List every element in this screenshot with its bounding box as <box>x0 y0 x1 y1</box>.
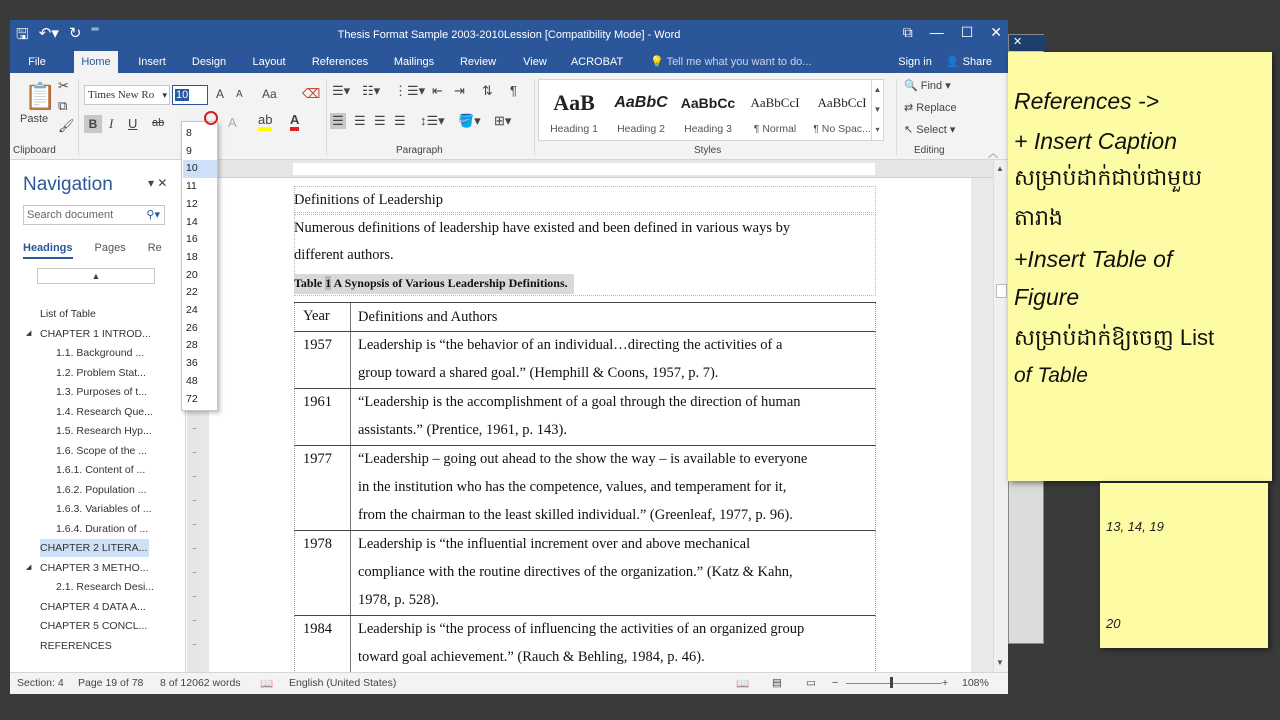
customize-icon[interactable]: ═ <box>91 24 99 35</box>
style-heading-2[interactable] <box>608 91 674 139</box>
justify-icon[interactable]: ☰ <box>394 113 406 128</box>
search-placeholder: Search document <box>27 209 114 221</box>
grow-font-icon[interactable]: A <box>216 87 225 101</box>
definition-line: “Leadership – going out ahead to the show the way – is available to everyone <box>358 451 808 467</box>
sort-icon[interactable]: ⇅ <box>482 83 493 98</box>
window-title: Thesis Format Sample 2003-2010Lession [Compatibility Mode] - Word <box>337 29 681 41</box>
column-divider <box>350 303 351 331</box>
header-definition: Definitions and Authors <box>358 309 498 325</box>
definition-line: from the chairman to the least skilled individual.” (Greenleaf, 1977, p. 96). <box>358 507 793 523</box>
scroll-up-icon[interactable]: ▲ <box>996 164 1004 173</box>
nav-heading-label: List of Table <box>40 308 96 320</box>
group-divider <box>78 79 79 155</box>
ruler-tick <box>193 572 196 573</box>
table-row <box>294 616 876 672</box>
style-preview: AaBbCcI <box>817 95 867 110</box>
definition-line: compliance with the routine directives of the organization.” (Katz & Kahn, <box>358 564 793 580</box>
style-normal[interactable] <box>742 91 808 139</box>
font-name-value: Times New Ro <box>88 89 155 101</box>
tab-mailings[interactable]: Mailings <box>393 56 435 68</box>
lightbulb-icon: 💡 <box>650 56 667 68</box>
pilcrow-icon[interactable]: ¶ <box>510 83 517 98</box>
nav-heading-item[interactable] <box>40 617 147 635</box>
zoom-in-icon[interactable]: + <box>942 677 949 689</box>
replace-icon: ⇄ <box>904 102 917 114</box>
font-size-option[interactable]: 24 <box>186 304 198 316</box>
table-header-row <box>294 303 876 332</box>
heading-definitions: Definitions of Leadership <box>294 192 443 208</box>
nav-heading-label: 1.6.2. Population ... <box>56 483 147 496</box>
tab-acrobat[interactable]: ACROBAT <box>570 56 624 68</box>
nav-heading-label: CHAPTER 2 LITERA... <box>40 542 148 554</box>
nav-heading-label: 2.1. Research Desi... <box>56 581 155 593</box>
nav-heading-item[interactable] <box>40 598 146 616</box>
title-bar <box>10 20 1008 51</box>
nav-heading-label: 1.1. Background ... <box>56 347 145 359</box>
navigation-title: Navigation <box>23 174 113 195</box>
horizontal-ruler[interactable] <box>193 160 993 178</box>
line-spacing-icon[interactable]: ↕☰▾ <box>420 113 445 128</box>
zoom-out-icon[interactable]: − <box>832 677 839 689</box>
zoom-level[interactable]: 108% <box>962 677 989 689</box>
chevron-down-icon[interactable]: ▾ <box>162 90 167 100</box>
cut-icon[interactable]: ✂ <box>58 78 69 93</box>
note-line: សម្រាប់ដាក់ឱ្យចេញ List <box>1014 325 1215 350</box>
tab-view[interactable]: View <box>523 56 547 68</box>
section-indicator[interactable]: Section: 4 <box>17 677 64 689</box>
ruler-tick <box>193 620 196 621</box>
row-year: 1957 <box>303 337 332 353</box>
tab-file[interactable]: File <box>28 56 46 68</box>
nav-heading-item[interactable] <box>26 325 151 343</box>
tab-home[interactable]: Home <box>74 51 118 73</box>
row-year: 1984 <box>303 621 332 637</box>
ruler-tick <box>193 548 196 549</box>
tab-review[interactable]: Review <box>459 56 497 68</box>
share-button[interactable] <box>946 51 992 73</box>
print-layout-icon[interactable]: ▤ <box>772 677 782 689</box>
nav-heading-label: 1.6. Scope of the ... <box>56 444 148 457</box>
save-icon[interactable]: 🖫 <box>16 26 29 43</box>
replace-button[interactable] <box>904 101 957 114</box>
nav-heading-item[interactable] <box>56 344 144 362</box>
ruler-tick <box>193 500 196 501</box>
align-left-icon[interactable]: ☰ <box>332 113 344 128</box>
font-size-option[interactable]: 36 <box>186 357 198 370</box>
font-size-option[interactable]: 16 <box>186 233 198 246</box>
nav-heading-item[interactable] <box>56 578 154 596</box>
paste-icon[interactable]: 📋 <box>24 81 57 111</box>
style-preview: AaBbCc <box>680 95 736 111</box>
nav-heading-label: 1.6.1. Content of ... <box>56 464 146 476</box>
font-size-option[interactable]: 72 <box>186 392 198 405</box>
search-icon: 🔍 <box>904 80 921 92</box>
document-area <box>187 178 993 672</box>
chevron-down-icon[interactable]: ▾ <box>148 176 155 190</box>
shrink-font-icon[interactable]: A <box>236 89 243 100</box>
style-heading-3[interactable] <box>675 91 741 139</box>
row-definition <box>358 388 801 444</box>
person-icon: 👤 <box>945 56 963 68</box>
row-year: 1961 <box>303 394 332 410</box>
nav-heading-item[interactable] <box>56 383 147 401</box>
replace-label: Replace <box>916 102 957 114</box>
paragraph-line: Numerous definitions of leadership have existed and been defined in various ways by <box>294 220 791 236</box>
row-definition <box>358 445 807 529</box>
nav-heading-item[interactable] <box>56 461 145 479</box>
style-name: Heading 1 <box>550 123 598 135</box>
row-definition <box>358 615 804 671</box>
search-icon[interactable]: ⚲▾ <box>146 209 160 221</box>
paste-label[interactable]: Paste <box>20 113 49 125</box>
change-case-icon[interactable]: Aa <box>262 87 277 101</box>
font-size-option[interactable]: 11 <box>186 180 197 193</box>
font-color-icon[interactable]: A <box>290 113 299 131</box>
caption-number: 1 <box>325 276 332 290</box>
paragraph-group-label: Paragraph <box>396 145 443 156</box>
column-divider <box>350 446 351 530</box>
table-row <box>294 446 876 531</box>
minimize-icon[interactable]: — <box>929 24 944 40</box>
sign-in-link[interactable]: Sign in <box>898 56 932 68</box>
font-size-value: 10 <box>176 89 189 101</box>
font-size-option[interactable]: 28 <box>186 339 198 352</box>
close-icon[interactable]: ✕ <box>1009 35 1045 51</box>
zoom-slider-thumb[interactable] <box>890 677 893 688</box>
copy-icon[interactable]: ⧉ <box>58 98 68 113</box>
table-row <box>294 531 876 616</box>
navigation-pane-controls <box>148 176 167 190</box>
tell-me-text: Tell me what you want to do... <box>666 56 812 68</box>
cursor-icon: ↖ <box>904 124 917 136</box>
tab-references[interactable]: References <box>311 56 369 68</box>
undo-icon[interactable]: ↶▾ <box>38 25 59 42</box>
nav-heading-item[interactable] <box>56 422 152 440</box>
word-count[interactable]: 8 of 12062 words <box>160 677 241 689</box>
style-preview: AaB <box>553 91 595 115</box>
read-mode-icon[interactable]: 📖 <box>736 678 750 690</box>
find-button[interactable]: 🔍 Find ▾ <box>904 80 951 92</box>
style-no-spacing[interactable] <box>809 91 875 139</box>
underline-button[interactable]: U <box>128 116 138 131</box>
nav-heading-item[interactable] <box>56 481 146 499</box>
nav-heading-item[interactable] <box>56 403 153 421</box>
table-caption <box>294 274 876 292</box>
nav-heading-item[interactable] <box>56 500 152 518</box>
leadership-table <box>294 302 876 665</box>
tab-results[interactable]: Re <box>147 242 162 254</box>
word-window <box>10 20 1008 694</box>
find-label: Find <box>920 80 943 92</box>
caption-prefix: Table <box>294 276 326 290</box>
maximize-icon[interactable]: ☐ <box>960 24 974 40</box>
font-size-option[interactable]: 10 <box>183 160 217 178</box>
expand-arrow-icon[interactable]: ◢ <box>26 563 32 571</box>
ruler-tick <box>193 596 196 597</box>
nav-heading-item[interactable] <box>56 520 148 538</box>
ruler-tick <box>193 524 196 525</box>
definition-line: assistants.” (Prentice, 1961, p. 143). <box>358 422 568 438</box>
font-size-option[interactable]: 12 <box>186 197 198 210</box>
font-size-option[interactable]: 18 <box>186 250 198 263</box>
nav-heading-label: CHAPTER 1 INTROD... <box>40 327 151 340</box>
format-painter-icon[interactable]: 🖌 <box>58 118 75 133</box>
definition-line: “Leadership is the accomplishment of a goal through the direction of human <box>358 394 801 410</box>
nav-heading-label: 1.3. Purposes of t... <box>56 386 148 398</box>
style-name: ¶ Normal <box>753 123 797 135</box>
mouse-cursor-highlight <box>204 111 218 125</box>
italic-button[interactable]: I <box>109 116 114 131</box>
definition-line: group toward a shared goal.” (Hemphill & Coons, 1957, p. 7). <box>358 365 719 381</box>
row-year: 1978 <box>303 536 332 552</box>
nav-heading-item[interactable] <box>26 559 149 577</box>
table-row <box>294 389 876 446</box>
status-bar <box>10 672 1008 694</box>
tab-design[interactable]: Design <box>191 56 227 68</box>
web-layout-icon[interactable]: ▭ <box>806 677 816 689</box>
close-icon[interactable]: ✕ <box>157 176 168 190</box>
search-document-input[interactable] <box>23 205 165 225</box>
editing-group-label: Editing <box>914 145 945 156</box>
tab-headings[interactable]: Headings <box>23 242 73 259</box>
sticky-note-main <box>1008 52 1272 481</box>
paragraph-line: different authors. <box>294 247 394 263</box>
definition-line: in the institution who has the competence, values, and temperament for it, <box>358 479 787 495</box>
multilevel-list-icon[interactable]: ⋮☰▾ <box>394 83 426 98</box>
scroll-thumb[interactable] <box>996 284 1007 298</box>
font-size-option[interactable]: 22 <box>186 286 198 299</box>
clipboard-group-label: Clipboard <box>13 145 56 156</box>
note-line: 20 <box>1106 616 1121 631</box>
sticky-note-small <box>1100 483 1268 648</box>
ribbon-tabs <box>10 51 1008 73</box>
vertical-scrollbar[interactable] <box>993 160 1008 672</box>
collapse-ribbon-icon[interactable]: ︿ <box>988 149 998 160</box>
scroll-down-icon[interactable]: ▼ <box>996 658 1004 667</box>
style-name: ¶ No Spac... <box>813 123 871 135</box>
nav-heading-label: CHAPTER 3 METHO... <box>40 561 149 574</box>
tab-pages[interactable]: Pages <box>94 242 126 254</box>
zoom-slider[interactable] <box>846 683 942 684</box>
group-divider <box>326 79 327 155</box>
nav-heading-label: 1.6.3. Variables of ... <box>56 503 152 515</box>
note-line: +Insert Table of <box>1014 246 1173 272</box>
navigation-tabs <box>23 242 162 259</box>
bullets-icon[interactable]: ☰▾ <box>332 83 351 98</box>
table-row <box>294 332 876 389</box>
header-year: Year <box>303 308 330 324</box>
font-size-option[interactable]: 48 <box>186 374 198 387</box>
font-size-dropdown <box>181 121 218 411</box>
font-size-option[interactable]: 20 <box>186 268 198 281</box>
font-size-option[interactable]: 14 <box>186 215 198 228</box>
column-divider <box>350 389 351 445</box>
group-divider <box>534 79 535 155</box>
ruler-tick <box>193 644 196 645</box>
definition-line: 1978, p. 528). <box>358 592 439 608</box>
note-line: References -> <box>1014 88 1160 114</box>
select-button[interactable]: ↖ Select ▾ <box>904 124 956 136</box>
column-divider <box>350 332 351 388</box>
definition-line: toward goal achievement.” (Rauch & Behling, 1984, p. 46). <box>358 649 705 665</box>
note-line: សម្រាប់ដាក់ជាប់ជាមួយ <box>1014 165 1203 190</box>
ribbon <box>10 73 1008 160</box>
text-effects-icon[interactable]: A <box>228 115 237 130</box>
style-name: Heading 3 <box>684 123 732 135</box>
select-label: Select <box>916 124 947 136</box>
nav-heading-item[interactable] <box>40 637 112 655</box>
tab-insert[interactable]: Insert <box>138 56 166 68</box>
row-definition <box>358 530 793 614</box>
increase-indent-icon[interactable]: ⇥ <box>454 83 465 98</box>
bold-button[interactable]: B <box>84 115 102 133</box>
strikethrough-button[interactable]: ab <box>152 117 165 129</box>
nav-heading-label: CHAPTER 5 CONCL... <box>40 620 148 632</box>
definition-line: Leadership is “the influential increment over and above mechanical <box>358 536 751 552</box>
share-label: Share <box>962 56 992 68</box>
window-controls <box>903 24 1002 41</box>
page-indicator[interactable]: Page 19 of 78 <box>78 677 144 689</box>
column-divider <box>350 616 351 672</box>
nav-heading-item[interactable] <box>40 305 96 323</box>
note-line: of Table <box>1014 364 1088 387</box>
expand-arrow-icon[interactable]: ◢ <box>26 329 32 337</box>
nav-heading-label: 1.5. Research Hyp... <box>56 425 152 437</box>
nav-heading-item[interactable] <box>40 539 149 557</box>
column-divider <box>350 531 351 615</box>
style-preview: AaBbCcI <box>750 95 800 110</box>
close-icon[interactable]: ✕ <box>990 24 1002 40</box>
font-size-option[interactable]: 26 <box>186 321 198 334</box>
nav-heading-label: 1.2. Problem Stat... <box>56 366 146 379</box>
caption-text: A Synopsis of Various Leadership Definitions. <box>331 276 568 290</box>
highlight-icon[interactable]: ab <box>258 113 272 131</box>
nav-heading-label: REFERENCES <box>40 639 112 652</box>
font-size-option[interactable]: 9 <box>186 144 192 157</box>
navigation-pane <box>10 160 186 672</box>
style-heading-1[interactable] <box>541 91 607 139</box>
style-preview: AaBbC <box>614 94 668 111</box>
clear-formatting-icon[interactable]: ⌫ <box>302 86 321 101</box>
nav-heading-label: 1.4. Research Que... <box>56 405 153 418</box>
nav-heading-item[interactable] <box>56 442 147 460</box>
ribbon-display-icon[interactable]: ⧉ <box>902 24 913 40</box>
style-name: Heading 2 <box>617 123 665 135</box>
nav-scroll-up[interactable]: ▲ <box>37 268 155 284</box>
document-page[interactable] <box>209 178 971 672</box>
font-name-box[interactable] <box>84 85 170 105</box>
note-line: Figure <box>1014 284 1080 310</box>
decrease-indent-icon[interactable]: ⇤ <box>432 83 443 98</box>
align-center-icon[interactable]: ☰ <box>354 113 366 128</box>
nav-heading-label: 1.6.4. Duration of ... <box>56 522 149 535</box>
language-indicator[interactable]: English (United States) <box>289 677 397 689</box>
definition-line: Leadership is “the process of influencing the activities of an organized group <box>358 621 805 637</box>
row-definition <box>358 331 782 387</box>
nav-heading-label: CHAPTER 4 DATA A... <box>40 600 146 613</box>
styles-scroll[interactable]: ▲ ▼ ▾ <box>871 80 883 140</box>
ruler-tick <box>193 452 196 453</box>
group-divider <box>896 79 897 155</box>
styles-group-label: Styles <box>694 145 722 156</box>
shading-icon[interactable]: 🪣▾ <box>458 113 481 128</box>
definition-line: Leadership is “the behavior of an individual…directing the activities of a <box>358 337 783 353</box>
note-line: តារាង <box>1014 205 1063 230</box>
font-size-option[interactable]: 8 <box>186 127 192 139</box>
note-line: 13, 14, 19 <box>1106 519 1164 534</box>
tell-me-box[interactable] <box>650 51 811 73</box>
align-right-icon[interactable]: ☰ <box>374 113 386 128</box>
borders-icon[interactable]: ⊞▾ <box>494 113 512 128</box>
ruler-tick <box>193 428 196 429</box>
numbering-icon[interactable]: ☷▾ <box>362 83 381 98</box>
redo-icon[interactable]: ↻ <box>68 25 82 42</box>
tab-layout[interactable]: Layout <box>252 56 286 68</box>
note-line: + Insert Caption <box>1014 128 1178 154</box>
row-year: 1977 <box>303 451 332 467</box>
nav-heading-item[interactable] <box>56 364 146 382</box>
ruler-tick <box>193 476 196 477</box>
proofing-icon[interactable]: 📖 <box>260 678 274 690</box>
styles-gallery <box>538 79 884 141</box>
font-size-box[interactable] <box>172 85 208 105</box>
